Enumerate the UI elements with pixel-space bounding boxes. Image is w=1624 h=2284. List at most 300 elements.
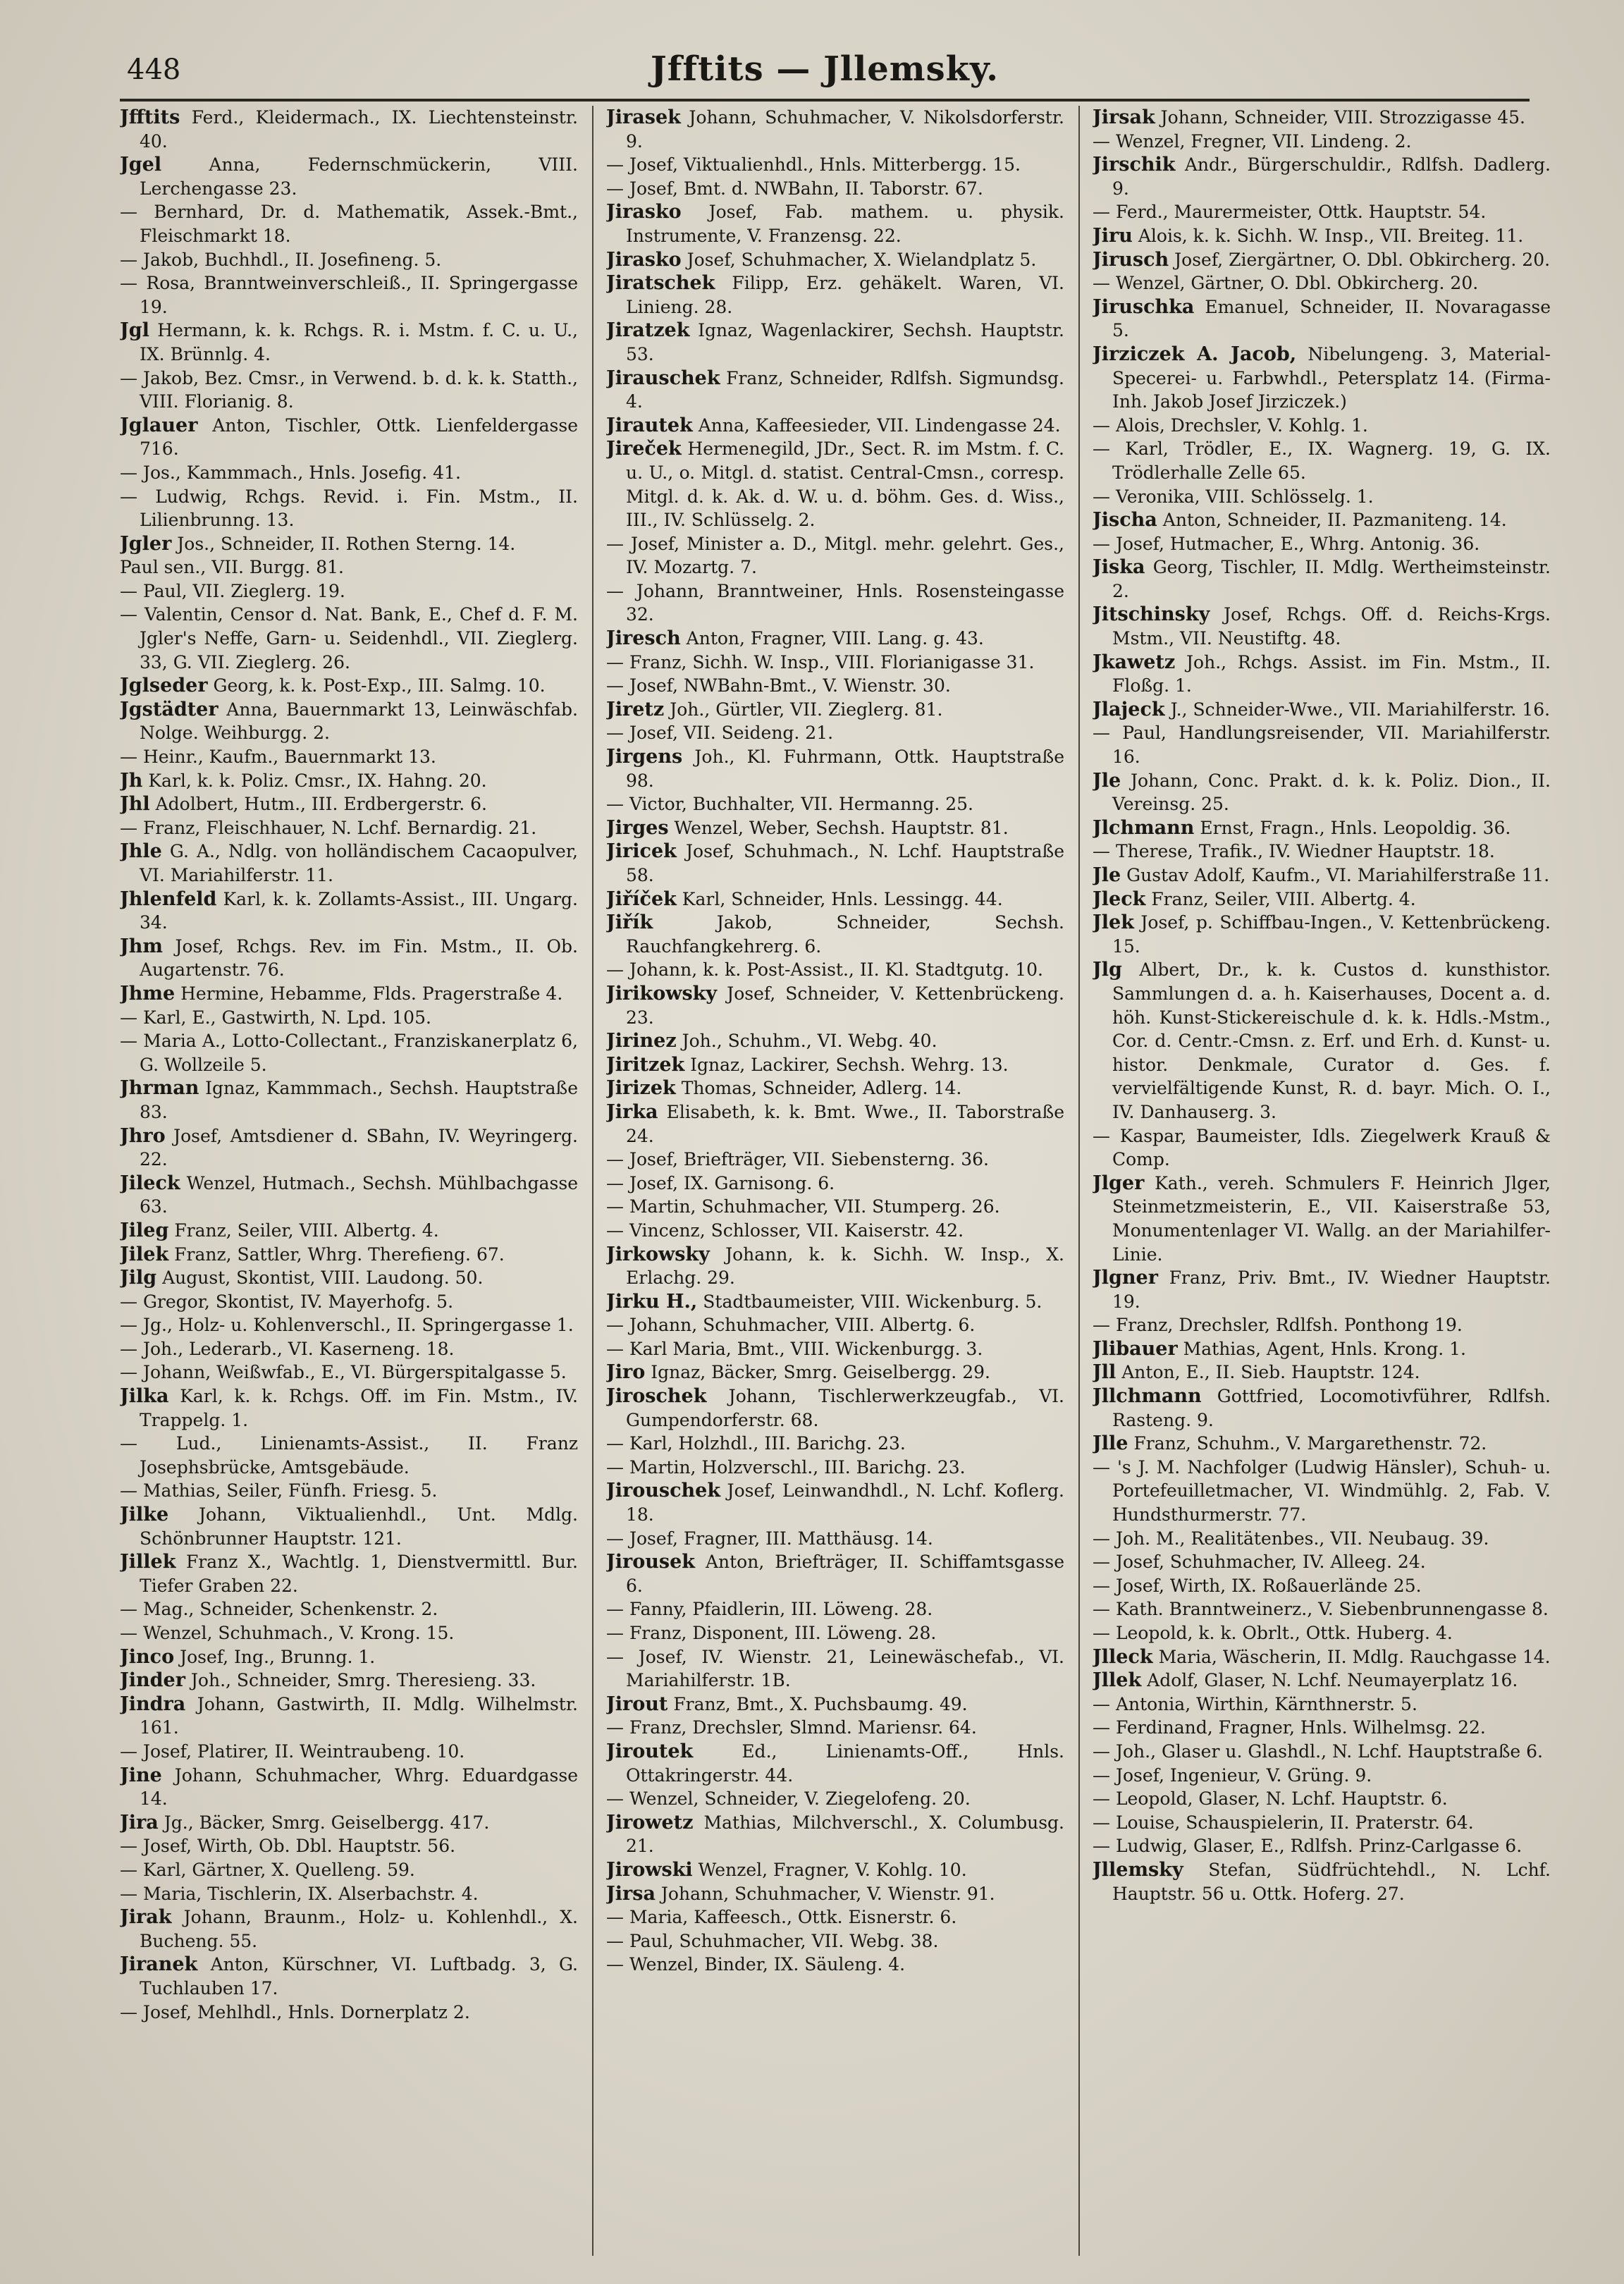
entry-surname: Jiříček xyxy=(606,888,677,910)
entry-details: Gustav Adolf, Kaufm., VI. Mariahilferstraße 11. xyxy=(1126,865,1550,885)
entry-surname: Jilek xyxy=(120,1243,169,1265)
entry-surname: Jhle xyxy=(120,840,162,863)
directory-entry xyxy=(120,888,578,935)
entry-details: Albert, Dr., k. k. Custos d. kunsthistor. Sammlungen d. a. h. Kaiserhauses, Docent a. d. höh. Kunst-Stickereischule d. k. k. Hdls.-Mstm., Cor. d. Centr.-Cmsn. z. Erf. und Erh. d. Kunst- u. histor. Denkmale, Curator d. Ges. f. vervielfältigende Kunst, R. d. bayr. Mich. O. I., IV. Danhauserg. 3. xyxy=(1112,959,1551,1122)
entry-surname: Jirak xyxy=(120,1906,172,1929)
entry-details: — Maria A., Lotto-Collectant., Franziskanerplatz 6, G. Wollzeile 5. xyxy=(120,1031,578,1075)
entry-details: Joh., Schuhm., VI. Webg. 40. xyxy=(682,1031,937,1052)
directory-entry xyxy=(606,1361,1064,1384)
directory-entry xyxy=(120,579,578,603)
directory-entry xyxy=(1093,1456,1551,1527)
directory-entry xyxy=(606,982,1064,1029)
entry-details: Johann, k. k. Sichh. W. Insp., X. Erlachg. 29. xyxy=(626,1244,1064,1289)
directory-entry xyxy=(120,1290,578,1314)
directory-entry xyxy=(120,555,578,579)
entry-details: Jos., Schneider, II. Rothen Sterng. 14. xyxy=(177,533,516,554)
entry-details: — Mag., Schneider, Schenkenstr. 2. xyxy=(120,1599,438,1620)
directory-entry xyxy=(1093,769,1551,816)
entry-surname: Jirout xyxy=(606,1693,668,1715)
directory-entry xyxy=(606,1243,1064,1290)
entry-surname: Jinco xyxy=(120,1645,175,1668)
directory-entry xyxy=(1093,864,1551,888)
directory-entry xyxy=(120,1243,578,1267)
entry-details: Ignaz, Kammmach., Sechsh. Hauptstraße 83. xyxy=(140,1078,578,1122)
directory-entry xyxy=(1093,888,1551,911)
entry-details: Anna, Bauernmarkt 13, Leinwäschfab. Nolge. Weihburgg. 2. xyxy=(140,699,578,744)
directory-entry xyxy=(120,1645,578,1669)
column-1 xyxy=(120,106,578,2256)
entry-details: — Josef, IV. Wienstr. 21, Leinewäschefab., VI. Mariahilferstr. 1B. xyxy=(606,1646,1064,1691)
entry-surname: Jinder xyxy=(120,1669,185,1692)
directory-entry xyxy=(120,1811,578,1835)
entry-surname: Jle xyxy=(1093,769,1121,792)
entry-details: Josef, Amtsdiener d. SBahn, IV. Weyringerg. 22. xyxy=(140,1125,578,1170)
entry-details: — Lud., Linienamts-Assist., II. Franz Josephsbrücke, Amtsgebäude. xyxy=(120,1433,578,1478)
entry-details: Filipp, Erz. gehäkelt. Waren, VI. Linieng. 28. xyxy=(626,273,1064,317)
directory-entry xyxy=(120,271,578,319)
entry-surname: Jirges xyxy=(606,816,669,839)
directory-entry xyxy=(606,200,1064,247)
entry-details: Gottfried, Locomotivführer, Rdlfsh. Rasteng. 9. xyxy=(1112,1386,1551,1430)
entry-surname: Jirautek xyxy=(606,414,693,436)
entry-surname: Jll xyxy=(1093,1361,1116,1384)
entry-details: — Louise, Schauspielerin, II. Praterstr. 64. xyxy=(1093,1812,1474,1833)
entry-details: Mathias, Agent, Hnls. Krong. 1. xyxy=(1183,1338,1466,1359)
directory-entry xyxy=(606,319,1064,366)
entry-details: — Johann, k. k. Post-Assist., II. Kl. Stadtgutg. 10. xyxy=(606,959,1043,981)
entry-surname: Jhro xyxy=(120,1124,166,1147)
entry-details: — Johann, Branntweiner, Hnls. Rosensteingasse 32. xyxy=(606,580,1064,625)
directory-entry xyxy=(120,532,578,556)
entry-details: Franz, Bmt., X. Puchsbaumg. 49. xyxy=(673,1693,968,1714)
directory-entry xyxy=(606,1337,1064,1361)
directory-entry xyxy=(606,414,1064,438)
directory-entry xyxy=(606,271,1064,319)
directory-entry xyxy=(1093,1384,1551,1432)
entry-details: — Franz, Fleischhauer, N. Lchf. Bernardig. 21. xyxy=(120,817,537,838)
entry-surname: Jilke xyxy=(120,1504,169,1526)
entry-surname: Jitschinsky xyxy=(1093,603,1210,626)
entry-surname: Jilg xyxy=(120,1267,157,1289)
directory-entry xyxy=(1093,1645,1551,1669)
directory-entry xyxy=(606,1929,1064,1953)
directory-entry xyxy=(606,1527,1064,1551)
directory-entry xyxy=(606,1219,1064,1243)
entry-surname: Jhlenfeld xyxy=(120,888,217,910)
directory-entry xyxy=(606,1100,1064,1148)
directory-entry xyxy=(606,792,1064,816)
directory-entry xyxy=(120,248,578,272)
entry-surname: Jirinez xyxy=(606,1030,677,1052)
entry-details: Josef, Fab. mathem. u. physik. Instrumente, V. Franzensg. 22. xyxy=(626,202,1064,246)
header-rule xyxy=(120,99,1530,102)
entry-details: — Josef, Hutmacher, E., Whrg. Antonig. 36. xyxy=(1093,533,1480,554)
entry-details: — Josef, IX. Garnisong. 6. xyxy=(606,1172,835,1193)
directory-entry xyxy=(606,627,1064,651)
directory-entry xyxy=(1093,1550,1551,1574)
entry-surname: Jirouschek xyxy=(606,1480,721,1502)
directory-entry xyxy=(120,461,578,485)
entry-surname: Jlg xyxy=(1093,959,1122,981)
entry-details: Ferd., Kleidermach., IX. Liechtensteinstr. 40. xyxy=(140,107,578,152)
entry-details: Franz, Sattler, Whrg. Therefieng. 67. xyxy=(174,1244,505,1265)
entry-details: — Josef, Minister a. D., Mitgl. mehr. gelehrt. Ges., IV. Mozartg. 7. xyxy=(606,533,1064,578)
entry-details: Johann, Viktualienhdl., Unt. Mdlg. Schönbrunner Hauptstr. 121. xyxy=(140,1504,578,1549)
directory-entry xyxy=(1093,1313,1551,1337)
entry-details: Thomas, Schneider, Adlerg. 14. xyxy=(681,1078,962,1099)
entry-details: — Joh., Glaser u. Glashdl., N. Lchf. Hauptstraße 6. xyxy=(1093,1740,1544,1762)
directory-entry xyxy=(606,1076,1064,1100)
directory-entry xyxy=(606,1716,1064,1740)
entry-surname: Jiruschka xyxy=(1093,295,1195,318)
entry-details: — Kaspar, Baumeister, Idls. Ziegelwerk Krauß & Comp. xyxy=(1093,1125,1551,1170)
directory-entry xyxy=(1093,153,1551,200)
entry-details: — Vincenz, Schlosser, VII. Kaiserstr. 42. xyxy=(606,1220,964,1241)
entry-details: — Joh. M., Realitätenbes., VII. Neubaug. 39. xyxy=(1093,1528,1489,1549)
column-2 xyxy=(606,106,1064,2256)
directory-entry xyxy=(120,1858,578,1882)
entry-surname: Jkawetz xyxy=(1093,651,1176,673)
entry-details: Hermine, Hebamme, Flds. Pragerstraße 4. xyxy=(180,983,563,1004)
entry-details: — Josef, Fragner, III. Matthäusg. 14. xyxy=(606,1528,933,1549)
directory-entry xyxy=(120,1479,578,1503)
directory-entry xyxy=(120,1834,578,1858)
directory-entry xyxy=(120,1882,578,1906)
entry-surname: Jiřík xyxy=(606,911,653,934)
directory-entry xyxy=(606,1456,1064,1480)
entry-details: — Leopold, k. k. Obrlt., Ottk. Huberg. 4. xyxy=(1093,1623,1453,1643)
entry-details: Hermann, k. k. Rchgs. R. i. Mstm. f. C. u. U., IX. Brünnlg. 4. xyxy=(140,320,578,364)
entry-details: Ignaz, Lackirer, Sechsh. Wehrg. 13. xyxy=(690,1054,1009,1075)
directory-entry xyxy=(120,982,578,1006)
directory-entry xyxy=(1093,1811,1551,1835)
directory-entry xyxy=(1093,485,1551,509)
entry-surname: Jirschik xyxy=(1093,154,1176,176)
directory-entry xyxy=(120,745,578,769)
entry-details: Karl, Schneider, Hnls. Lessingg. 44. xyxy=(682,888,1003,909)
entry-details: — Karl, Trödler, E., IX. Wagnerg. 19, G. IX. Trödlerhalle Zelle 65. xyxy=(1093,438,1551,483)
entry-details: Josef, Ing., Brunng. 1. xyxy=(180,1646,376,1667)
entry-surname: Jirsa xyxy=(606,1882,656,1905)
directory-entry xyxy=(606,437,1064,532)
entry-details: Alois, k. k. Sichh. W. Insp., VII. Breiteg. 11. xyxy=(1138,225,1524,246)
directory-entry xyxy=(606,1432,1064,1456)
entry-surname: Jlleck xyxy=(1093,1645,1153,1668)
entry-surname: Jlibauer xyxy=(1093,1337,1178,1360)
directory-entry xyxy=(120,319,578,366)
directory-entry xyxy=(120,1669,578,1693)
directory-entry xyxy=(120,1432,578,1479)
entry-surname: Jirikowsky xyxy=(606,982,718,1005)
directory-entry xyxy=(1093,555,1551,603)
entry-details: Adolf, Glaser, N. Lchf. Neumayerplatz 16. xyxy=(1147,1670,1518,1691)
entry-details: — Wenzel, Gärtner, O. Dbl. Obkircherg. 20. xyxy=(1093,273,1479,294)
entry-surname: Jlajeck xyxy=(1093,698,1165,720)
entry-surname: Jiru xyxy=(1093,224,1133,247)
entry-details: — Josef, Mehlhdl., Hnls. Dornerplatz 2. xyxy=(120,2001,470,2022)
entry-surname: Jilka xyxy=(120,1385,169,1408)
entry-details: Kath., vereh. Schmulers F. Heinrich Jlger, Steinmetzmeisterin, E., VII. Kaiserstraße 53, Monumentenlager VI. Wallg. an der Mariahilfer-Linie. xyxy=(1112,1172,1551,1265)
directory-entry xyxy=(120,792,578,816)
entry-surname: Jglseder xyxy=(120,675,208,697)
directory-entry xyxy=(606,911,1064,958)
directory-entry xyxy=(1093,911,1551,958)
directory-entry xyxy=(120,674,578,698)
directory-entry xyxy=(606,721,1064,745)
entry-surname: Jileg xyxy=(120,1219,169,1241)
directory-entry xyxy=(120,698,578,745)
directory-entry xyxy=(1093,1693,1551,1717)
entry-details: Franz, Schuhm., V. Margarethenstr. 72. xyxy=(1133,1433,1487,1454)
entry-surname: Jirasek xyxy=(606,106,681,128)
directory-entry xyxy=(1093,1764,1551,1788)
entry-details: — Franz, Sichh. W. Insp., VIII. Florianigasse 31. xyxy=(606,651,1035,673)
entry-details: Joh., Schneider, Smrg. Theresieng. 33. xyxy=(190,1670,536,1691)
directory-entry xyxy=(1093,414,1551,438)
entry-details: — Fanny, Pfaidlerin, III. Löweng. 28. xyxy=(606,1599,933,1620)
entry-surname: Jirizek xyxy=(606,1077,676,1100)
entry-details: Anton, Kürschner, VI. Luftbadg. 3, G. Tuchlauben 17. xyxy=(140,1954,578,1998)
entry-details: Joh., Kl. Fuhrmann, Ottk. Hauptstraße 98. xyxy=(626,747,1064,791)
directory-entry xyxy=(1093,508,1551,532)
entry-details: Stefan, Südfrüchtehdl., N. Lchf. Hauptstr. 56 u. Ottk. Hoferg. 27. xyxy=(1112,1859,1551,1904)
directory-entry xyxy=(120,935,578,982)
entry-details: Georg, k. k. Post-Exp., III. Salmg. 10. xyxy=(213,675,546,696)
directory-entry xyxy=(606,1693,1064,1717)
entry-details: Georg, Tischler, II. Mdlg. Wertheimsteinstr. 2. xyxy=(1112,557,1551,601)
entry-surname: Jlchmann xyxy=(1093,816,1195,839)
entry-details: Johann, Schuhmacher, Whrg. Eduardgasse 14. xyxy=(140,1764,578,1810)
entry-details: Anton, Schneider, II. Pazmaniteng. 14. xyxy=(1162,510,1507,531)
entry-details: Ignaz, Bäcker, Smrg. Geiselbergg. 29. xyxy=(651,1362,990,1383)
entry-details: — Franz, Drechsler, Slmnd. Mariensr. 64. xyxy=(606,1717,977,1738)
entry-details: — Maria, Kaffeesch., Ottk. Eisnerstr. 6. xyxy=(606,1907,957,1928)
entry-details: — Ferdinand, Fragner, Hnls. Wilhelmsg. 22. xyxy=(1093,1717,1486,1738)
entry-details: — Karl, Holzhdl., III. Barichg. 23. xyxy=(606,1433,906,1454)
entry-details: Karl, k. k. Rchgs. Off. im Fin. Mstm., IV. Trappelg. 1. xyxy=(140,1386,578,1430)
entry-details: — Johann, Weißwfab., E., VI. Bürgerspitalgasse 5. xyxy=(120,1362,567,1383)
entry-details: Mathias, Milchverschl., X. Columbusg. 21. xyxy=(626,1812,1064,1857)
directory-entry xyxy=(120,1029,578,1076)
column-divider xyxy=(1078,106,1080,2256)
entry-details: — Paul, Handlungsreisender, VII. Mariahilferstr. 16. xyxy=(1093,723,1551,768)
entry-details: — Franz, Drechsler, Rdlfsh. Ponthong 19. xyxy=(1093,1315,1463,1336)
entry-surname: Jllek xyxy=(1093,1669,1142,1692)
directory-entry xyxy=(1093,106,1551,130)
directory-entry xyxy=(606,1811,1064,1858)
directory-entry xyxy=(120,1621,578,1645)
entry-details: Josef, Ziergärtner, O. Dbl. Obkircherg. 20. xyxy=(1174,249,1551,270)
column-divider xyxy=(592,106,593,2256)
directory-entry xyxy=(606,1195,1064,1219)
entry-details: Andr., Bürgerschuldir., Rdlfsh. Dadlerg. 9. xyxy=(1112,154,1551,199)
directory-entry xyxy=(606,698,1064,722)
entry-surname: Jh xyxy=(120,769,143,792)
entry-surname: Jgstädter xyxy=(120,698,219,720)
directory-entry xyxy=(606,532,1064,579)
directory-entry xyxy=(606,1621,1064,1645)
entry-details: — Antonia, Wirthin, Kärnthnerstr. 5. xyxy=(1093,1693,1417,1714)
directory-entry xyxy=(1093,1124,1551,1172)
entry-surname: Jiroschek xyxy=(606,1385,707,1408)
directory-entry xyxy=(1093,200,1551,224)
entry-details: Franz, Seiler, VIII. Albertg. 4. xyxy=(174,1220,439,1241)
entry-surname: Jiratschek xyxy=(606,272,715,295)
directory-entry xyxy=(606,1787,1064,1811)
entry-details: Franz, Priv. Bmt., IV. Wiedner Hauptstr. 19. xyxy=(1112,1267,1551,1312)
entry-details: — Veronika, VIII. Schlösselg. 1. xyxy=(1093,486,1374,507)
entry-surname: Jglauer xyxy=(120,414,198,436)
entry-details: — Josef, Viktualienhdl., Hnls. Mitterbergg. 15. xyxy=(606,154,1021,176)
directory-entry xyxy=(606,1597,1064,1621)
entry-details: — Heinr., Kaufm., Bauernmarkt 13. xyxy=(120,747,436,768)
entry-surname: Jlle xyxy=(1093,1432,1128,1455)
entry-details: — Jos., Kammmach., Hnls. Josefig. 41. xyxy=(120,462,461,483)
entry-details: — Jakob, Buchhdl., II. Josefineng. 5. xyxy=(120,249,442,270)
entry-details: — Josef, Wirth, Ob. Dbl. Hauptstr. 56. xyxy=(120,1836,456,1857)
directory-entry xyxy=(1093,1834,1551,1858)
column-3 xyxy=(1093,106,1551,2256)
directory-entry xyxy=(1093,1432,1551,1456)
entry-surname: Jirowski xyxy=(606,1858,693,1881)
running-head: Jfftits — Jllemsky. xyxy=(651,49,999,89)
entry-details: — Josef, NWBahn-Bmt., V. Wienstr. 30. xyxy=(606,675,951,696)
entry-details: J., Schneider-Wwe., VII. Mariahilferstr. 16. xyxy=(1170,699,1551,720)
entry-details: — Josef, Platirer, II. Weintraubeng. 10. xyxy=(120,1740,465,1762)
directory-entry xyxy=(120,106,578,153)
directory-entry xyxy=(1093,1527,1551,1551)
entry-details: Emanuel, Schneider, II. Novaragasse 5. xyxy=(1112,296,1551,341)
entry-details: — Wenzel, Schuhmach., V. Krong. 15. xyxy=(120,1623,455,1643)
entry-details: Hermenegild, JDr., Sect. R. im Mstm. f. C. u. U., o. Mitgl. d. statist. Central-Cmsn., corresp. Mitgl. d. k. Ak. d. W. u. d. böhm. Ges. d. Wiss., III., IV. Schlüsselg. 2. xyxy=(626,438,1064,531)
entry-details: — Paul, VII. Zieglerg. 19. xyxy=(120,580,345,601)
entry-details: Anton, E., II. Sieb. Hauptstr. 124. xyxy=(1121,1362,1420,1383)
entry-details: Johann, Schuhmacher, V. Wienstr. 91. xyxy=(660,1883,995,1904)
entry-details: Maria, Wäscherin, II. Mdlg. Rauchgasse 14. xyxy=(1158,1646,1551,1667)
entry-surname: Jfftits xyxy=(120,106,180,128)
entry-details: Ernst, Fragn., Hnls. Leopoldig. 36. xyxy=(1200,817,1511,838)
entry-details: — Maria, Tischlerin, IX. Alserbachstr. 4. xyxy=(120,1883,479,1904)
directory-entry xyxy=(120,769,578,793)
entry-details: — Josef, VII. Seideng. 21. xyxy=(606,723,834,744)
entry-surname: Jirasko xyxy=(606,248,682,271)
entry-details: — Franz, Disponent, III. Löweng. 28. xyxy=(606,1623,937,1643)
directory-entry xyxy=(1093,437,1551,484)
entry-surname: Jiro xyxy=(606,1361,646,1384)
entry-details: Josef, Leinwandhdl., N. Lchf. Koflerg. 18. xyxy=(626,1480,1064,1525)
directory-entry xyxy=(606,1148,1064,1172)
entry-details: — Martin, Schuhmacher, VII. Stumperg. 26. xyxy=(606,1196,1000,1217)
entry-details: Karl, k. k. Zollamts-Assist., III. Ungarg. 34. xyxy=(140,888,578,933)
directory-entry xyxy=(1093,651,1551,698)
page-number: 448 xyxy=(127,54,181,86)
entry-details: Franz X., Wachtlg. 1, Dienstvermittl. Bur. Tiefer Graben 22. xyxy=(140,1552,578,1596)
directory-entry xyxy=(120,1503,578,1550)
entry-details: Joh., Rchgs. Assist. im Fin. Mstm., II. Floßg. 1. xyxy=(1112,651,1551,696)
entry-details: — Gregor, Skontist, IV. Mayerhofg. 5. xyxy=(120,1291,454,1312)
entry-details: Stadtbaumeister, VIII. Wickenburg. 5. xyxy=(703,1291,1042,1312)
directory-entry xyxy=(606,1384,1064,1432)
entry-details: — Joh., Lederarb., VI. Kaserneng. 18. xyxy=(120,1338,455,1359)
entry-surname: Jirka xyxy=(606,1100,658,1123)
entry-details: — Ludwig, Rchgs. Revid. i. Fin. Mstm., II. Lilienbrunng. 13. xyxy=(120,486,578,531)
entry-details: — Wenzel, Schneider, V. Ziegelofeng. 20. xyxy=(606,1788,971,1810)
entry-details: — Josef, Briefträger, VII. Siebensterng. 36. xyxy=(606,1149,989,1170)
entry-details: — Alois, Drechsler, V. Kohlg. 1. xyxy=(1093,415,1368,436)
entry-surname: Jllemsky xyxy=(1093,1858,1183,1881)
entry-details: Anton, Fragner, VIII. Lang. g. 43. xyxy=(686,628,984,649)
entry-surname: Jirowetz xyxy=(606,1811,694,1834)
entry-surname: Jiricek xyxy=(606,840,677,863)
entry-details: — Karl, Gärtner, X. Quelleng. 59. xyxy=(120,1859,415,1880)
entry-details: — Josef, Schuhmacher, IV. Alleeg. 24. xyxy=(1093,1552,1426,1573)
entry-surname: Jirusch xyxy=(1093,248,1169,271)
entry-surname: Jiretz xyxy=(606,698,665,720)
entry-surname: Jirousek xyxy=(606,1551,695,1573)
page-header xyxy=(127,49,1522,99)
entry-details: Jg., Bäcker, Smrg. Geiselbergg. 417. xyxy=(164,1812,490,1833)
entry-details: Johann, Schuhmacher, V. Nikolsdorferstr. 9. xyxy=(626,107,1064,152)
directory-entry xyxy=(1093,248,1551,272)
entry-surname: Jirsak xyxy=(1093,106,1155,128)
directory-entry xyxy=(120,1124,578,1172)
directory-entry xyxy=(606,888,1064,911)
entry-surname: Jle xyxy=(1093,864,1121,886)
directory-entry xyxy=(120,1266,578,1290)
entry-surname: Jiroutek xyxy=(606,1740,694,1762)
directory-entry xyxy=(606,106,1064,153)
entry-details: G. A., Ndlg. von holländischem Cacaopulver, VI. Mariahilferstr. 11. xyxy=(140,841,578,885)
directory-entry xyxy=(1093,840,1551,864)
directory-entry xyxy=(1093,224,1551,248)
entry-details: Wenzel, Weber, Sechsh. Hauptstr. 81. xyxy=(674,817,1009,838)
directory-entry xyxy=(120,1337,578,1361)
directory-entry xyxy=(606,1858,1064,1882)
entry-details: Josef, Rchgs. Rev. im Fin. Mstm., II. Ob. Augartenstr. 76. xyxy=(140,935,578,981)
directory-entry xyxy=(120,816,578,840)
entry-details: Franz, Seiler, VIII. Albertg. 4. xyxy=(1151,888,1416,909)
directory-entry xyxy=(1093,532,1551,556)
directory-entry xyxy=(1093,343,1551,414)
entry-surname: Jirasko xyxy=(606,201,682,223)
entry-details: Wenzel, Hutmach., Sechsh. Mühlbachgasse 63. xyxy=(140,1172,578,1217)
directory-entry xyxy=(606,674,1064,698)
directory-columns xyxy=(120,106,1551,2256)
directory-entry xyxy=(1093,271,1551,295)
directory-entry xyxy=(606,958,1064,982)
entry-details: Jakob, Schneider, Sechsh. Rauchfangkehrerg. 6. xyxy=(626,912,1064,957)
directory-entry xyxy=(120,367,578,414)
entry-surname: Jirauschek xyxy=(606,367,720,389)
directory-entry xyxy=(606,1290,1064,1314)
directory-entry xyxy=(1093,1172,1551,1266)
directory-entry xyxy=(120,1006,578,1030)
entry-surname: Jine xyxy=(120,1764,162,1786)
entry-details: Paul sen., VII. Burgg. 81. xyxy=(120,557,344,578)
directory-entry xyxy=(120,1953,578,2000)
entry-surname: Jgler xyxy=(120,532,172,555)
entry-details: Johann, Conc. Prakt. d. k. k. Poliz. Dion., II. Vereinsg. 25. xyxy=(1112,770,1551,815)
directory-entry xyxy=(120,200,578,247)
entry-details: Johann, Schneider, VIII. Strozzigasse 45. xyxy=(1160,107,1525,128)
entry-surname: Jllchmann xyxy=(1093,1385,1202,1408)
entry-surname: Jhm xyxy=(120,935,163,957)
entry-surname: Jirgens xyxy=(606,746,683,768)
directory-entry xyxy=(1093,1361,1551,1384)
entry-details: Josef, p. Schiffbau-Ingen., V. Kettenbrückeng. 15. xyxy=(1112,912,1551,957)
directory-entry xyxy=(1093,1266,1551,1313)
directory-entry xyxy=(606,1172,1064,1196)
